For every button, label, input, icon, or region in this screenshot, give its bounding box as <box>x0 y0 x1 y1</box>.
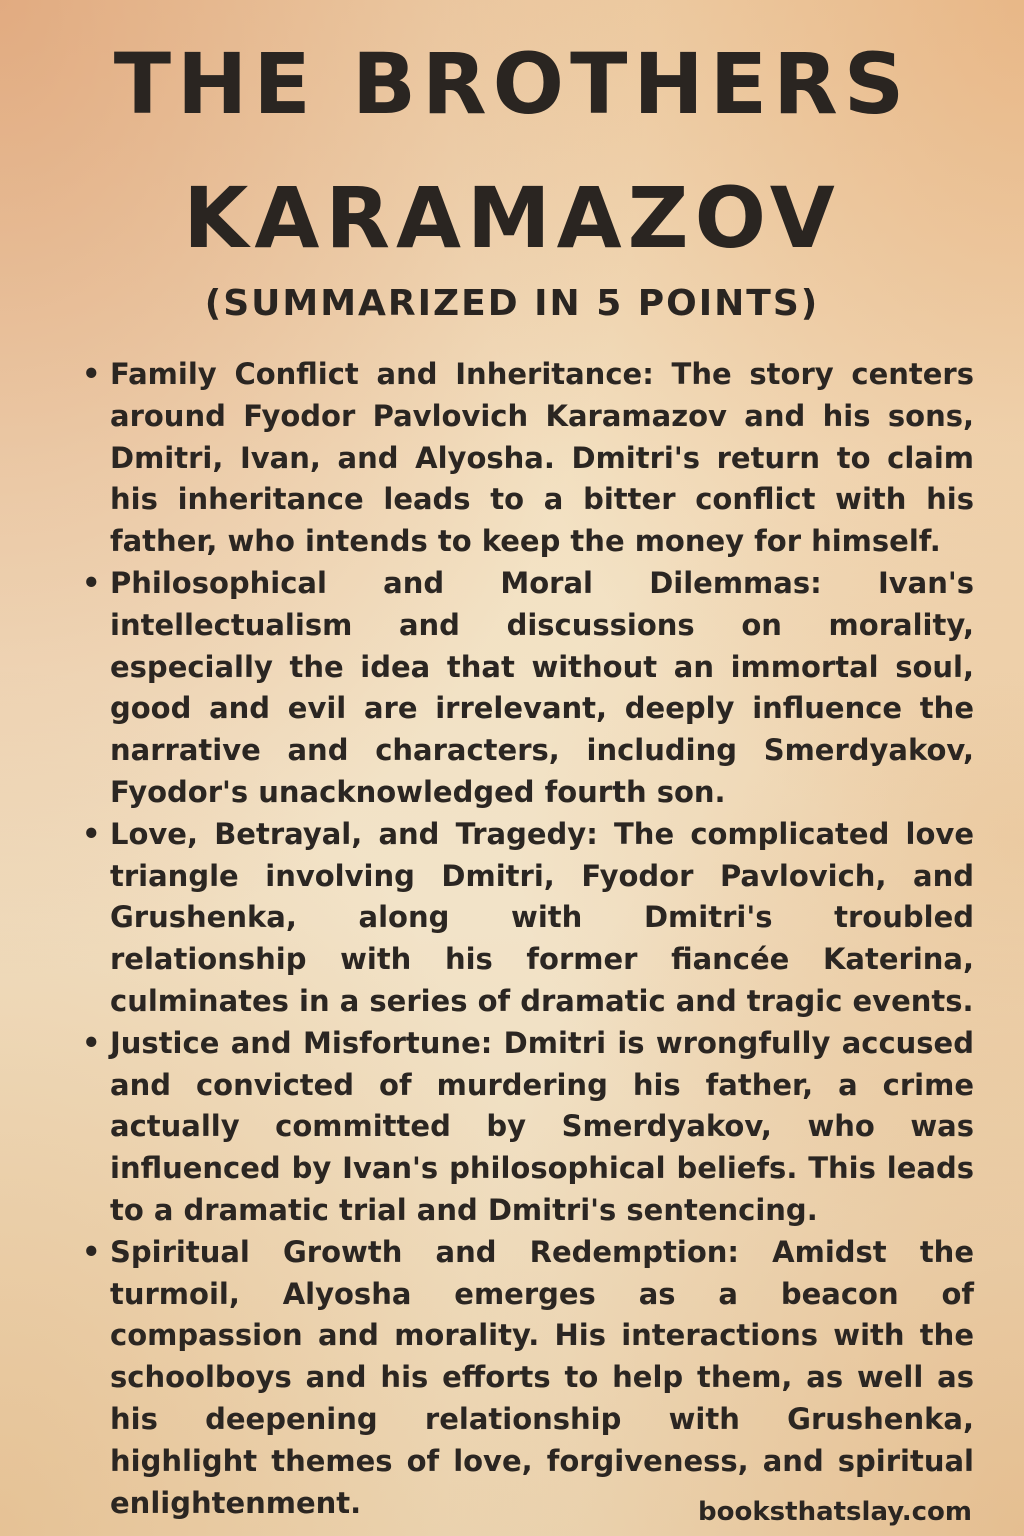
summary-point-4 <box>80 1023 974 1232</box>
bullet-icon: • <box>82 816 101 851</box>
point-text: Spiritual Growth and Redemption: Amidst the turmoil, Alyosha emerges as a beacon of compassion and morality. His interactions with the schoolboys and his efforts to help them, as well as his deepening relationship with Grushenka, highlight themes of love, forgiveness, and spiritual enlightenment. <box>110 1234 974 1520</box>
bullet-icon: • <box>82 357 101 391</box>
point-text: Philosophical and Moral Dilemmas: Ivan's intellectualism and discussions on morality, especially the idea that without an immortal soul, good and evil are irrelevant, deeply influence the narrative and characters, including Smerdyakov, Fyodor's unacknowledged fourth son. <box>110 565 974 809</box>
point-text: Justice and Misfortune: Dmitri is wrongfully accused and convicted of murdering his father, a crime actually committed by Smerdyakov, who was influenced by Ivan's philosophical beliefs. This leads to a dramatic trial and Dmitri's sentencing. <box>110 1025 974 1227</box>
point-text: Love, Betrayal, and Tragedy: The complicated love triangle involving Dmitri, Fyodor Pavlovich, and Grushenka, along with Dmitri's troubled relationship with his former fiancée Katerina, culminates in a series of dramatic and tragic events. <box>110 816 974 1018</box>
title-line-1: THE BROTHERS <box>113 35 911 133</box>
summary-point-1 <box>80 354 974 563</box>
bullet-icon: • <box>82 565 101 600</box>
summary-point-5 <box>80 1232 974 1525</box>
summary-point-3 <box>80 814 974 1023</box>
title-line-2: KARAMAZOV <box>183 169 841 267</box>
site-footer: booksthatslay.com <box>698 1497 972 1527</box>
bullet-icon: • <box>82 1234 101 1269</box>
subtitle: (SUMMARIZED IN 5 POINTS) <box>204 283 820 324</box>
point-text: Family Conflict and Inheritance: The story centers around Fyodor Pavlovich Karamazov and his sons, Dmitri, Ivan, and Alyosha. Dmitri's return to claim his inheritance leads to a bitter conflict with his father, who intends to keep the money for himself. <box>110 357 974 559</box>
summary-points-list <box>80 354 974 1524</box>
bullet-icon: • <box>82 1025 101 1060</box>
summary-point-2 <box>80 563 974 814</box>
